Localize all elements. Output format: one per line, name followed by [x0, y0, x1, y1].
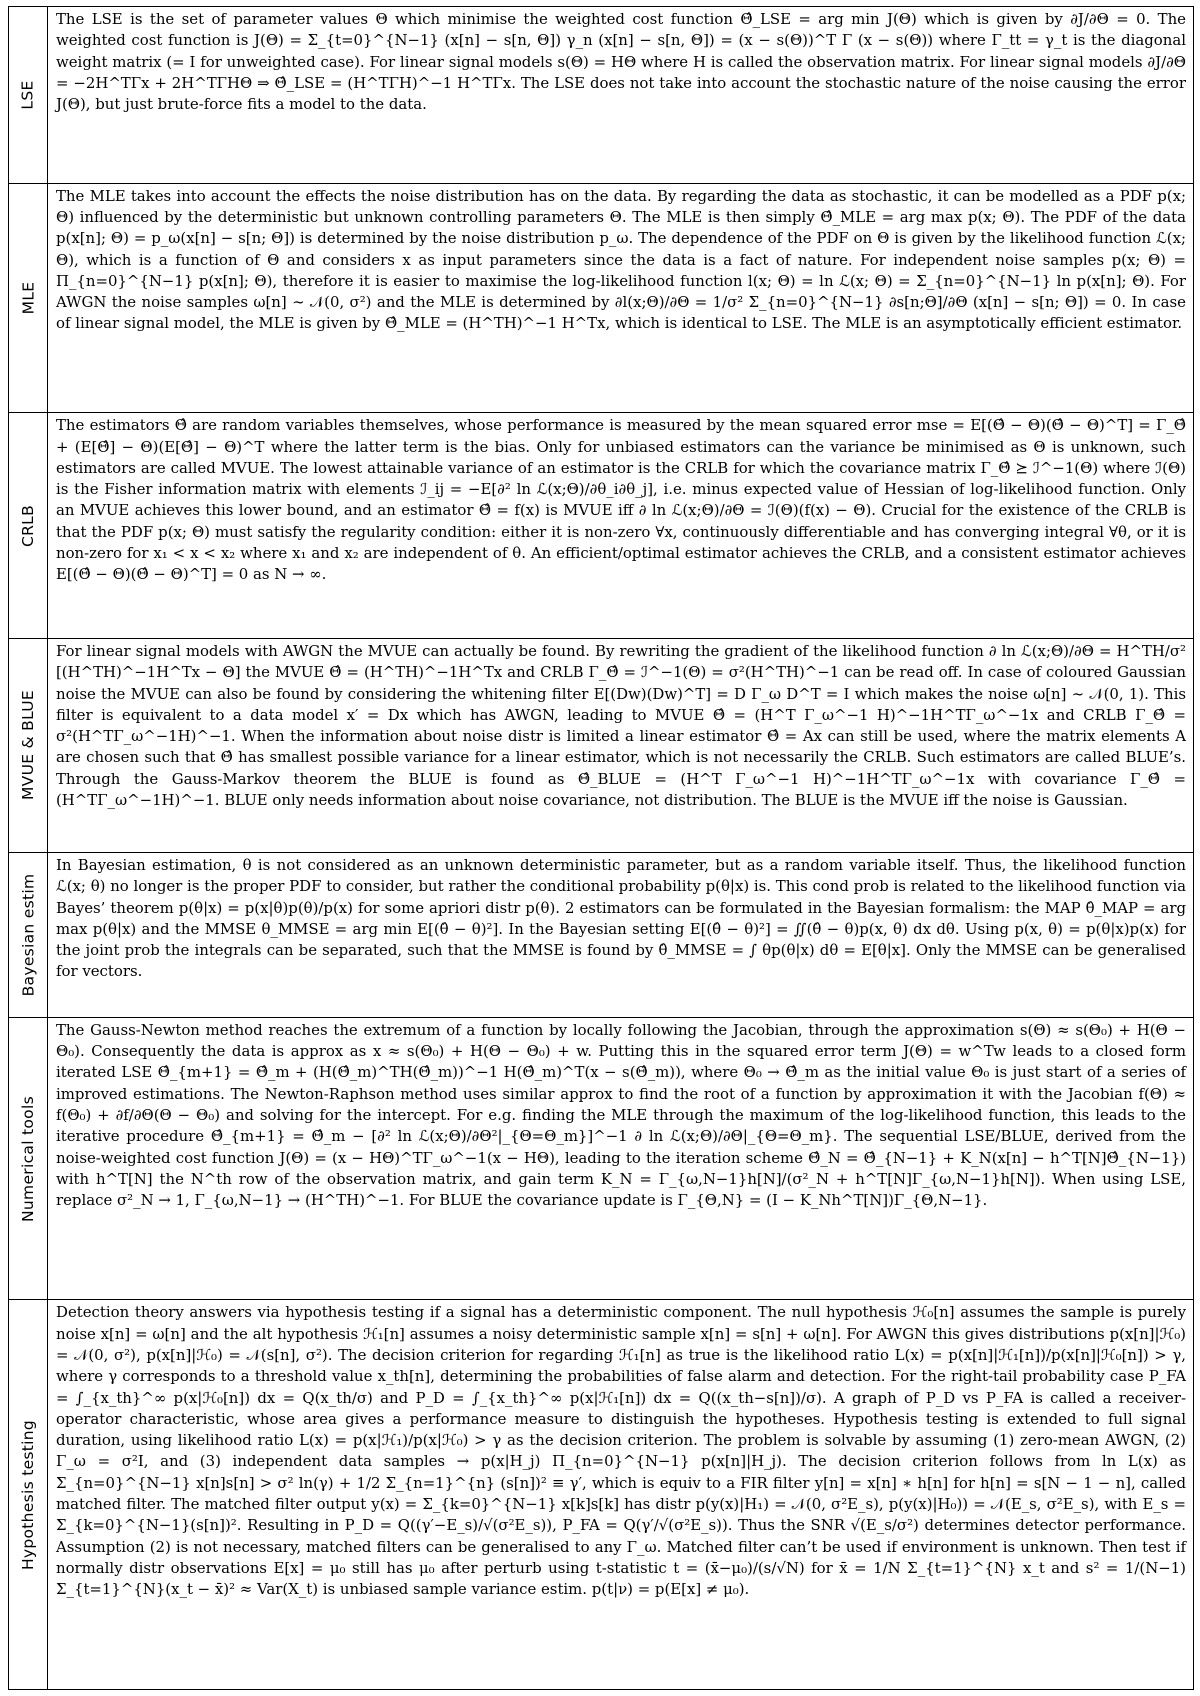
- section-label-text: Bayesian estim: [19, 873, 37, 997]
- section-label-mvue-blue: [9, 639, 48, 853]
- section-label-numerical-tools: [9, 1018, 48, 1301]
- section-label-text: MVUE & BLUE: [19, 690, 37, 801]
- section-label-bayesian: [9, 853, 48, 1018]
- section-body-mvue-blue: For linear signal models with AWGN the MVUE can actually be found. By rewriting the gradient of the likelihood function ∂ ln ℒ(x;Θ)/∂Θ = H^TH/σ² [(H^TH)^−1H^Tx − Θ] the MVUE Θ̂ = (H^TH)^−1H^Tx and CRLB Γ_Θ̂ = ℐ^−1(Θ) = σ²(H^TH)^−1 can be read off. In case of coloured Gaussian noise the MVUE can also be found by considering the whitening filter E[(Dw)(Dw)^T] = D Γ_ω D^T = I which makes the noise ω[n] ∼ 𝒩(0, 1). This filter is equivalent to a data model x′ = Dx which has AWGN, leading to MVUE Θ̂ = (H^T Γ_ω^−1 H)^−1H^TΓ_ω^−1x and CRLB Γ_Θ̂ = σ²(H^TΓ_ω^−1H)^−1. When the information about noise distr is limited a linear estimator Θ̂ = Ax can still be used, where the matrix elements A are chosen such that Θ̂ has smallest possible variance for a linear estimator, which is not necessarily the CRLB. Such estimators are called BLUE’s. Through the Gauss-Markov theorem the BLUE is found as Θ̂_BLUE = (H^T Γ_ω^−1 H)^−1H^TΓ_ω^−1x with covariance Γ_Θ̂ = (H^TΓ_ω^−1H)^−1. BLUE only needs information about noise covariance, not distribution. The BLUE is the MVUE iff the noise is Gaussian.: [48, 639, 1193, 853]
- section-body-bayesian: In Bayesian estimation, θ is not considered as an unknown deterministic parameter, but as a random variable itself. Thus, the likelihood function ℒ(x; θ) no longer is the proper PDF to consider, but rather the conditional probability p(θ|x) is. This cond prob is related to the likelihood function via Bayes’ theorem p(θ|x) = p(x|θ)p(θ)/p(x) for some apriori distr p(θ). 2 estimators can be formulated in the Bayesian formalism: the MAP θ̂_MAP = arg max p(θ|x) and the MMSE θ_MMSE = arg min E[(θ̂ − θ)²]. In the Bayesian setting E[(θ̂ − θ)²] = ∬(θ̂ − θ)p(x, θ) dx dθ. Using p(x, θ) = p(θ|x)p(x) for the joint prob the integrals can be separated, such that the MMSE is found by θ̂_MMSE = ∫ θp(θ|x) dθ = E[θ|x]. Only the MMSE can be generalised for vectors.: [48, 853, 1193, 1018]
- section-label-text: LSE: [18, 80, 37, 110]
- section-body-numerical-tools: The Gauss-Newton method reaches the extremum of a function by locally following the Jacobian, through the approximation s(Θ) ≈ s(Θ₀) + H(Θ − Θ₀). Consequently the data is approx as x ≈ s(Θ₀) + H(Θ − Θ₀) + w. Putting this in the squared error term J(Θ) = w^Tw leads to a closed form iterated LSE Θ̂_{m+1} = Θ̂_m + (H(Θ̂_m)^TH(Θ̂_m))^−1 H(Θ̂_m)^T(x − s(Θ̂_m)), where Θ₀ → Θ̂_m as the initial value Θ₀ is just start of a series of improved estimations. The Newton-Raphson method uses similar approx to find the root of a function by approximation it with the Jacobian f(Θ) ≈ f(Θ₀) + ∂f/∂Θ(Θ − Θ₀) and solving for the intercept. For e.g. finding the MLE through the maximum of the log-likelihood function, this leads to the iterative procedure Θ̂_{m+1} = Θ̂_m − [∂² ln ℒ(x;Θ)/∂Θ²|_{Θ=Θ_m}]^−1 ∂ ln ℒ(x;Θ)/∂Θ|_{Θ=Θ_m}. The sequential LSE/BLUE, derived from the noise-weighted cost function J(Θ) = (x − HΘ)^TΓ_ω^−1(x − HΘ), leading to the iteration scheme Θ̂_N = Θ̂_{N−1} + K_N(x[n] − h^T[N]Θ̂_{N−1}) with h^T[N] the N^th row of the observation matrix, and gain term K_N = Γ_{ω,N−1}h[N]/(σ²_N + h^T[N]Γ_{ω,N−1}h[N]). When using LSE, replace σ²_N → 1, Γ_{ω,N−1} → (H^TH)^−1. For BLUE the covariance update is Γ_{Θ,N} = (I − K_Nh^T[N])Γ_{Θ,N−1}.: [48, 1018, 1193, 1301]
- section-label-text: MLE: [18, 281, 37, 315]
- section-label-text: Hypothesis testing: [19, 1419, 38, 1570]
- section-label-hypothesis-testing: [9, 1300, 48, 1689]
- section-label-text: Numerical tools: [19, 1095, 38, 1222]
- section-label-crlb: [9, 413, 48, 639]
- section-body-hypothesis-testing: Detection theory answers via hypothesis testing if a signal has a deterministic component. The null hypothesis ℋ₀[n] assumes the sample is purely noise x[n] = ω[n] and the alt hypothesis ℋ₁[n] assumes a noisy deterministic sample x[n] = s[n] + ω[n]. For AWGN this gives distributions p(x[n]|ℋ₀) = 𝒩(0, σ²), p(x[n]|ℋ₀) = 𝒩(s[n], σ²). The decision criterion for regarding ℋ₁[n] as true is the likelihood ratio L(x) = p(x[n]|ℋ₁[n])/p(x[n]|ℋ₀[n]) > γ, where γ corresponds to a threshold value x_th[n], determining the probabilities of false alarm and detection. For the right-tail probability case P_FA = ∫_{x_th}^∞ p(x|ℋ₀[n]) dx = Q(x_th/σ) and P_D = ∫_{x_th}^∞ p(x|ℋ₁[n]) dx = Q((x_th−s[n])/σ). A graph of P_D vs P_FA is called a receiver-operator characteristic, whose area gives a performance measure to distinguish the hypotheses. Hypothesis testing is extended to full signal duration, using likelihood ratio L(x) = p(x|ℋ₁)/p(x|ℋ₀) > γ as the decision criterion. The problem is solvable by assuming (1) zero-mean AWGN, (2) Γ_ω = σ²I, and (3) independent data samples → p(x|H_j) Π_{n=0}^{N−1} p(x[n]|H_j). The decision criterion follows from ln L(x) as Σ_{n=0}^{N−1} x[n]s[n] > σ² ln(γ) + 1/2 Σ_{n=1}^{n} (s[n])² ≡ γ′, which is equiv to a FIR filter y[n] = x[n] ∗ h[n] for h[n] = s[N − 1 − n], called matched filter. The matched filter output y(x) = Σ_{k=0}^{N−1} x[k]s[k] has distr p(y(x)|H₁) = 𝒩(0, σ²E_s), p(y(x)|H₀)) = 𝒩(E_s, σ²E_s), with E_s = Σ_{k=0}^{N−1}(s[n])². Resulting in P_D = Q((γ′−E_s)/√(σ²E_s)), P_FA = Q(γ′/√(σ²E_s)). Thus the SNR √(E_s/σ²) determines detector performance. Assumption (2) is not necessary, matched filters can be generalised to any Γ_ω. Matched filter can’t be used if environment is unknown. Then test if normally distr observations E[x] = μ₀ still has μ₀ after perturb using t-statistic t = (x̄−μ₀)/(s/√N) for x̄ = 1/N Σ_{t=1}^{N} x_t and s² = 1/(N−1) Σ_{t=1}^{N}(x_t − x̄)² ≈ Var(X_t) is unbiased sample variance estim. p(t|ν) = p(E[x] ≠ μ₀).: [56, 1303, 1186, 1599]
- section-body-mle: The MLE takes into account the effects the noise distribution has on the data. By regarding the data as stochastic, it can be modelled as a PDF p(x; Θ) influenced by the deterministic but unknown controlling parameters Θ. The MLE is then simply Θ̂_MLE = arg max p(x; Θ). The PDF of the data p(x[n]; Θ) = p_ω(x[n] − s[n; Θ]) is determined by the noise distribution p_ω. The dependence of the PDF on Θ is given by the likelihood function ℒ(x; Θ), which is a function of Θ and considers x as input parameters since the data is a fact of nature. For independent noise samples p(x; Θ) = Π_{n=0}^{N−1} p(x[n]; Θ), therefore it is easier to maximise the log-likelihood function l(x; Θ) = ln ℒ(x; Θ) = Σ_{n=0}^{N−1} ln p(x[n]; Θ). For AWGN the noise samples ω[n] ∼ 𝒩(0, σ²) and the MLE is determined by ∂l(x;Θ)/∂Θ = 1/σ² Σ_{n=0}^{N−1} ∂s[n;Θ]/∂Θ (x[n] − s[n; Θ]) = 0. In case of linear signal model, the MLE is given by Θ̂_MLE = (H^TH)^−1 H^Tx, which is identical to LSE. The MLE is an asymptotically efficient estimator.: [48, 184, 1193, 414]
- section-label-text: CRLB: [19, 504, 37, 547]
- section-label-lse: [9, 7, 48, 184]
- summary-table: [8, 6, 1194, 1690]
- section-body-crlb: The estimators Θ̂ are random variables themselves, whose performance is measured by the mean squared error mse = E[(Θ̂ − Θ)(Θ̂ − Θ)^T] = Γ_Θ̂ + (E[Θ̂] − Θ)(E[Θ̂] − Θ)^T where the latter term is the bias. Only for unbiased estimators can the variance be minimised as Θ is unknown, such estimators are called MVUE. The lowest attainable variance of an estimator is the CRLB for which the covariance matrix Γ_Θ̂ ⪰ ℐ^−1(Θ) where ℐ(Θ) is the Fisher information matrix with elements ℐ_ij = −E[∂² ln ℒ(x;Θ)/∂θ_i∂θ_j], i.e. minus expected value of Hessian of log-likelihood function. Only an MVUE achieves this lower bound, and an estimator Θ̂ = f(x) is MVUE iff ∂ ln ℒ(x;Θ)/∂Θ = ℐ(Θ)(f(x) − Θ). Crucial for the existence of the CRLB is that the PDF p(x; Θ) must satisfy the regularity condition: either it is non-zero ∀x, continuously differentiable and has converging integral ∀θ, or it is non-zero for x₁ < x < x₂ where x₁ and x₂ are independent of θ. An efficient/optimal estimator achieves the CRLB, and a consistent estimator achieves E[(Θ̂ − Θ)(Θ̂ − Θ)^T] = 0 as N → ∞.: [48, 413, 1193, 639]
- section-body-lse: The LSE is the set of parameter values Θ which minimise the weighted cost function Θ̂_LSE = arg min J(Θ) which is given by ∂J/∂Θ = 0. The weighted cost function is J(Θ) = Σ_{t=0}^{N−1} (x[n] − s[n, Θ]) γ_n (x[n] − s[n, Θ]) = (x − s(Θ))^T Γ (x − s(Θ)) where Γ_tt = γ_t is the diagonal weight matrix (= I for unweighted case). For linear signal models s(Θ) = HΘ where H is called the observation matrix. For linear signal models ∂J/∂Θ = −2H^TΓx + 2H^TΓHΘ ⇒ Θ̂_LSE = (H^TΓH)^−1 H^TΓx. The LSE does not take into account the stochastic nature of the noise causing the error J(Θ), but just brute-force fits a model to the data.: [48, 7, 1193, 184]
- section-label-mle: [9, 184, 48, 414]
